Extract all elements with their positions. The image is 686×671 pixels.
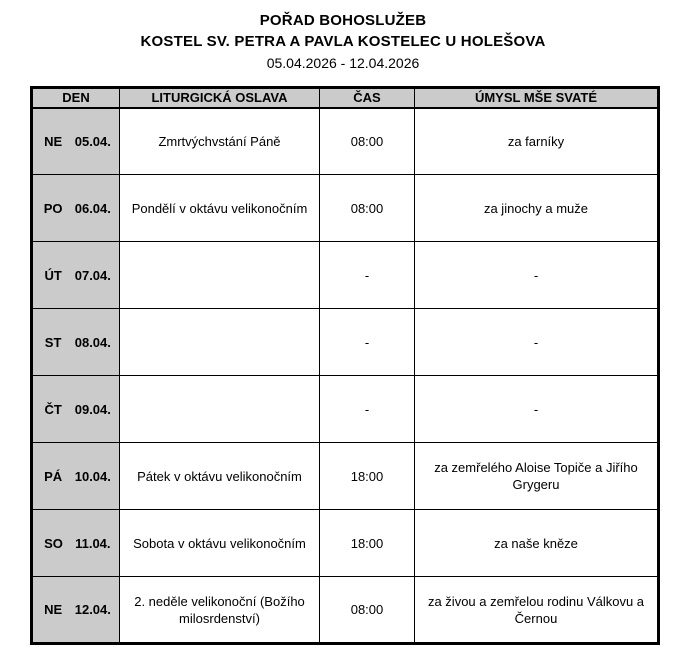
column-header-cas: ČAS (320, 88, 415, 108)
day-abbr: ST (44, 334, 62, 350)
table-row (32, 309, 659, 376)
intention-cell: - (415, 309, 659, 376)
intention-cell: za jinochy a muže (415, 175, 659, 242)
time-cell: 08:00 (320, 108, 415, 175)
celebration-cell (120, 376, 320, 443)
day-abbr: PO (43, 200, 63, 216)
day-cell (32, 510, 120, 577)
table-row (32, 242, 659, 309)
day-cell (32, 242, 120, 309)
intention-cell: - (415, 376, 659, 443)
intention-cell: za naše kněze (415, 510, 659, 577)
schedule-rows (32, 108, 659, 644)
celebration-cell: 2. neděle velikonoční (Božího milosrdenství) (120, 577, 320, 644)
column-header-liturgicka-oslava: LITURGICKÁ OSLAVA (120, 88, 320, 108)
day-date: 07.04. (74, 267, 111, 283)
page-subtitle: KOSTEL SV. PETRA A PAVLA KOSTELEC U HOLEŠOVA (140, 33, 546, 50)
title-block (0, 0, 686, 74)
day-date: 06.04. (74, 200, 111, 216)
time-cell: 08:00 (320, 577, 415, 644)
column-header-den: DEN (32, 88, 120, 108)
day-date: 10.04. (74, 468, 111, 484)
table-row (32, 376, 659, 443)
time-cell: - (320, 309, 415, 376)
celebration-cell: Pondělí v oktávu velikonočním (120, 175, 320, 242)
day-date: 09.04. (74, 401, 111, 417)
day-abbr: ČT (44, 401, 62, 417)
time-cell: 08:00 (320, 175, 415, 242)
day-cell (32, 577, 120, 644)
day-abbr: ÚT (44, 267, 62, 283)
day-cell (32, 376, 120, 443)
intention-cell: za živou a zemřelou rodinu Válkovu a Černou (415, 577, 659, 644)
table-row (32, 108, 659, 175)
day-abbr: NE (44, 133, 63, 149)
day-date: 08.04. (74, 334, 111, 350)
celebration-cell: Pátek v oktávu velikonočním (120, 443, 320, 510)
page-title: POŘAD BOHOSLUŽEB (259, 12, 427, 29)
day-abbr: PÁ (44, 468, 63, 484)
day-cell (32, 443, 120, 510)
day-cell (32, 309, 120, 376)
day-date: 11.04. (75, 535, 111, 551)
column-header-umysl-mse-svate: ÚMYSL MŠE SVATÉ (415, 88, 659, 108)
table-row (32, 510, 659, 577)
table-row (32, 443, 659, 510)
day-date: 12.04. (74, 602, 111, 617)
day-cell (32, 175, 120, 242)
header-row (32, 88, 659, 108)
table-row (32, 577, 659, 644)
table-row (32, 175, 659, 242)
day-abbr: NE (44, 602, 63, 617)
date-range: 05.04.2026 - 12.04.2026 (266, 55, 420, 71)
celebration-cell: Zmrtvýchvstání Páně (120, 108, 320, 175)
day-date: 05.04. (74, 133, 111, 149)
celebration-cell: Sobota v oktávu velikonočním (120, 510, 320, 577)
schedule-table (30, 86, 660, 645)
day-abbr: SO (44, 535, 63, 551)
intention-cell: za zemřelého Aloise Topiče a Jiřího Grygeru (415, 443, 659, 510)
time-cell: - (320, 376, 415, 443)
day-cell (32, 108, 120, 175)
intention-cell: - (415, 242, 659, 309)
intention-cell: za farníky (415, 108, 659, 175)
time-cell: - (320, 242, 415, 309)
time-cell: 18:00 (320, 443, 415, 510)
celebration-cell (120, 242, 320, 309)
time-cell: 18:00 (320, 510, 415, 577)
celebration-cell (120, 309, 320, 376)
